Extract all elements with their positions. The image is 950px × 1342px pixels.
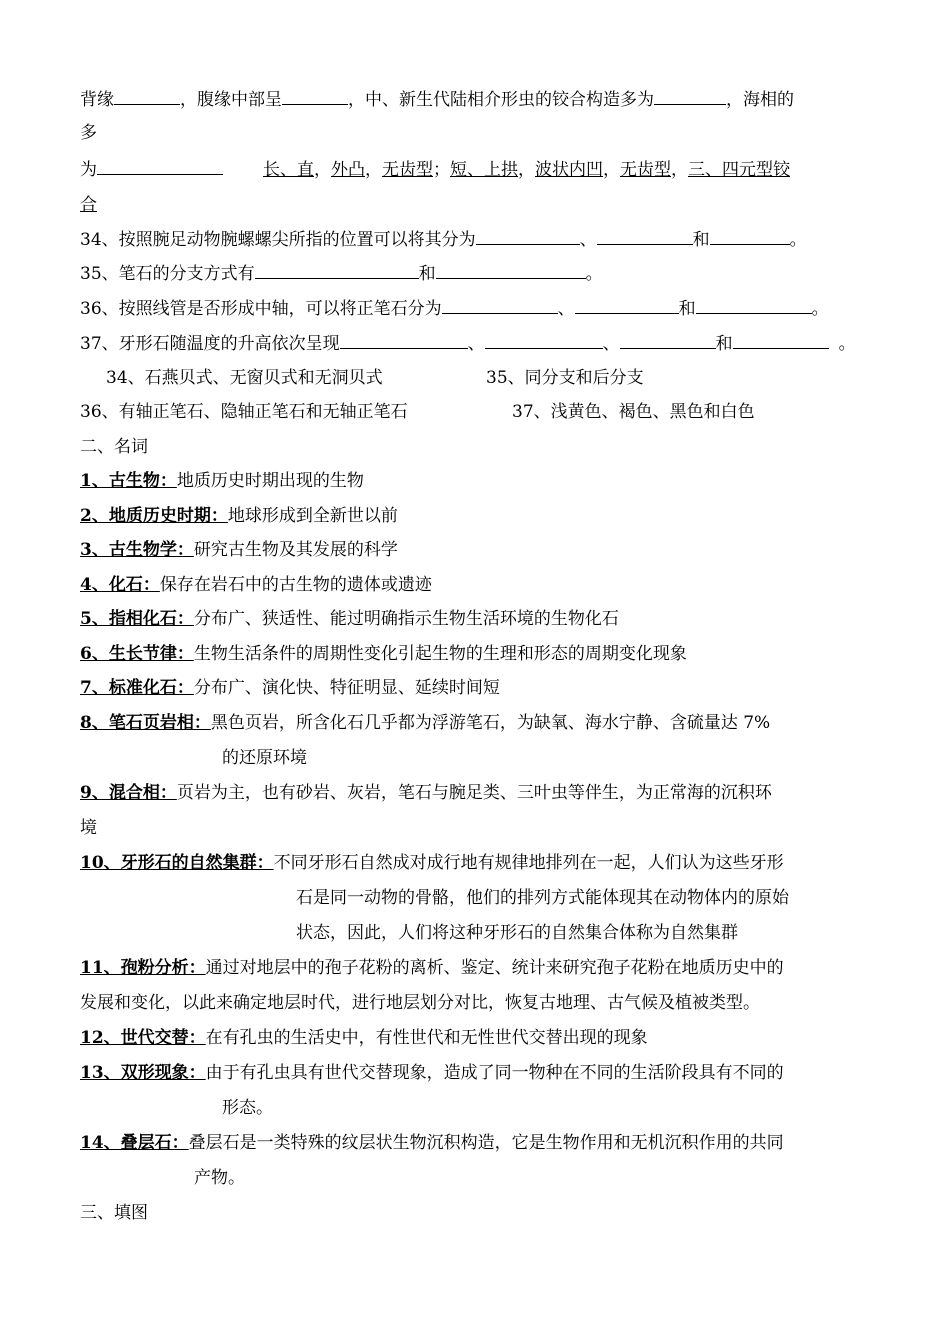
- q33-line3: 为 长、直，外凸，无齿型；短、上拱，波状内凹，无齿型，三、四元型铰: [80, 160, 790, 180]
- term-5: 5、指相化石：分布广、狭适性、能过明确指示生物生活环境的生物化石: [80, 609, 619, 629]
- term-12: 12、世代交替：在有孔虫的生活史中，有性世代和无性世代交替出现的现象: [80, 1028, 648, 1048]
- term-7: 7、标准化石：分布广、演化快、特征明显、延续时间短: [80, 678, 500, 698]
- question-36: 36、按照线管是否形成中轴，可以将正笔石分为 、 和 。: [80, 299, 829, 319]
- term-13-cont: 形态。: [222, 1098, 273, 1118]
- term-14: 14、叠层石：叠层石是一类特殊的纹层状生物沉积构造，它是生物作用和无机沉积作用的共同: [80, 1133, 784, 1153]
- term-1: 1、古生物：地质历史时期出现的生物: [80, 471, 364, 491]
- answer-34: 34、石燕贝式、无窗贝式和无洞贝式: [106, 368, 383, 388]
- answer-37: 37、浅黄色、褐色、黑色和白色: [512, 402, 755, 422]
- answer-35: 35、同分支和后分支: [486, 368, 644, 388]
- question-35: 35、笔石的分支方式有 和 。: [80, 264, 603, 284]
- term-10-cont-1: 石是同一动物的骨骼，他们的排列方式能体现其在动物体内的原始: [296, 888, 789, 908]
- term-4: 4、化石：保存在岩石中的古生物的遗体或遗迹: [80, 575, 432, 595]
- term-9: 9、混合相：页岩为主，也有砂岩、灰岩，笔石与腕足类、三叶虫等伴生，为正常海的沉积环: [80, 783, 772, 803]
- term-6: 6、生长节律：生物生活条件的周期性变化引起生物的生理和形态的周期变化现象: [80, 644, 687, 664]
- term-8: 8、笔石页岩相：黑色页岩，所含化石几乎都为浮游笔石，为缺氧、海水宁静、含硫量达 7%: [80, 713, 771, 733]
- q33-line1: 背缘 ，腹缘中部呈 ，中、新生代陆相介形虫的铰合构造多为 ，海相的: [80, 90, 794, 110]
- q33-line2: 多: [80, 123, 97, 143]
- term-10-cont-2: 状态，因此，人们将这种牙形石的自然集合体称为自然集群: [296, 923, 738, 943]
- term-3: 3、古生物学：研究古生物及其发展的科学: [80, 540, 398, 560]
- q33-line4: 合: [80, 195, 97, 215]
- term-11: 11、孢粉分析：通过对地层中的孢子花粉的离析、鉴定、统计来研究孢子花粉在地质历史中的: [80, 958, 784, 978]
- section-heading-3: 三、填图: [80, 1203, 148, 1223]
- term-2: 2、地质历史时期：地球形成到全新世以前: [80, 506, 398, 526]
- question-34: 34、按照腕足动物腕螺螺尖所指的位置可以将其分为 、 和 。: [80, 230, 807, 250]
- term-13: 13、双形现象：由于有孔虫具有世代交替现象，造成了同一物种在不同的生活阶段具有不同的: [80, 1063, 784, 1083]
- section-heading-2: 二、名词: [80, 437, 148, 457]
- term-14-cont: 产物。: [194, 1168, 245, 1188]
- term-11-cont: 发展和变化，以此来确定地层时代，进行地层划分对比，恢复古地理、古气候及植被类型。: [80, 993, 760, 1013]
- term-9-cont: 境: [80, 818, 97, 838]
- answer-36: 36、有轴正笔石、隐轴正笔石和无轴正笔石: [80, 402, 408, 422]
- term-10: 10、牙形石的自然集群：不同牙形石自然成对成行地有规律地排列在一起，人们认为这些牙形: [80, 853, 784, 873]
- term-8-cont: 的还原环境: [222, 748, 307, 768]
- question-37: 37、牙形石随温度的升高依次呈现 、 、 和 。: [80, 334, 856, 354]
